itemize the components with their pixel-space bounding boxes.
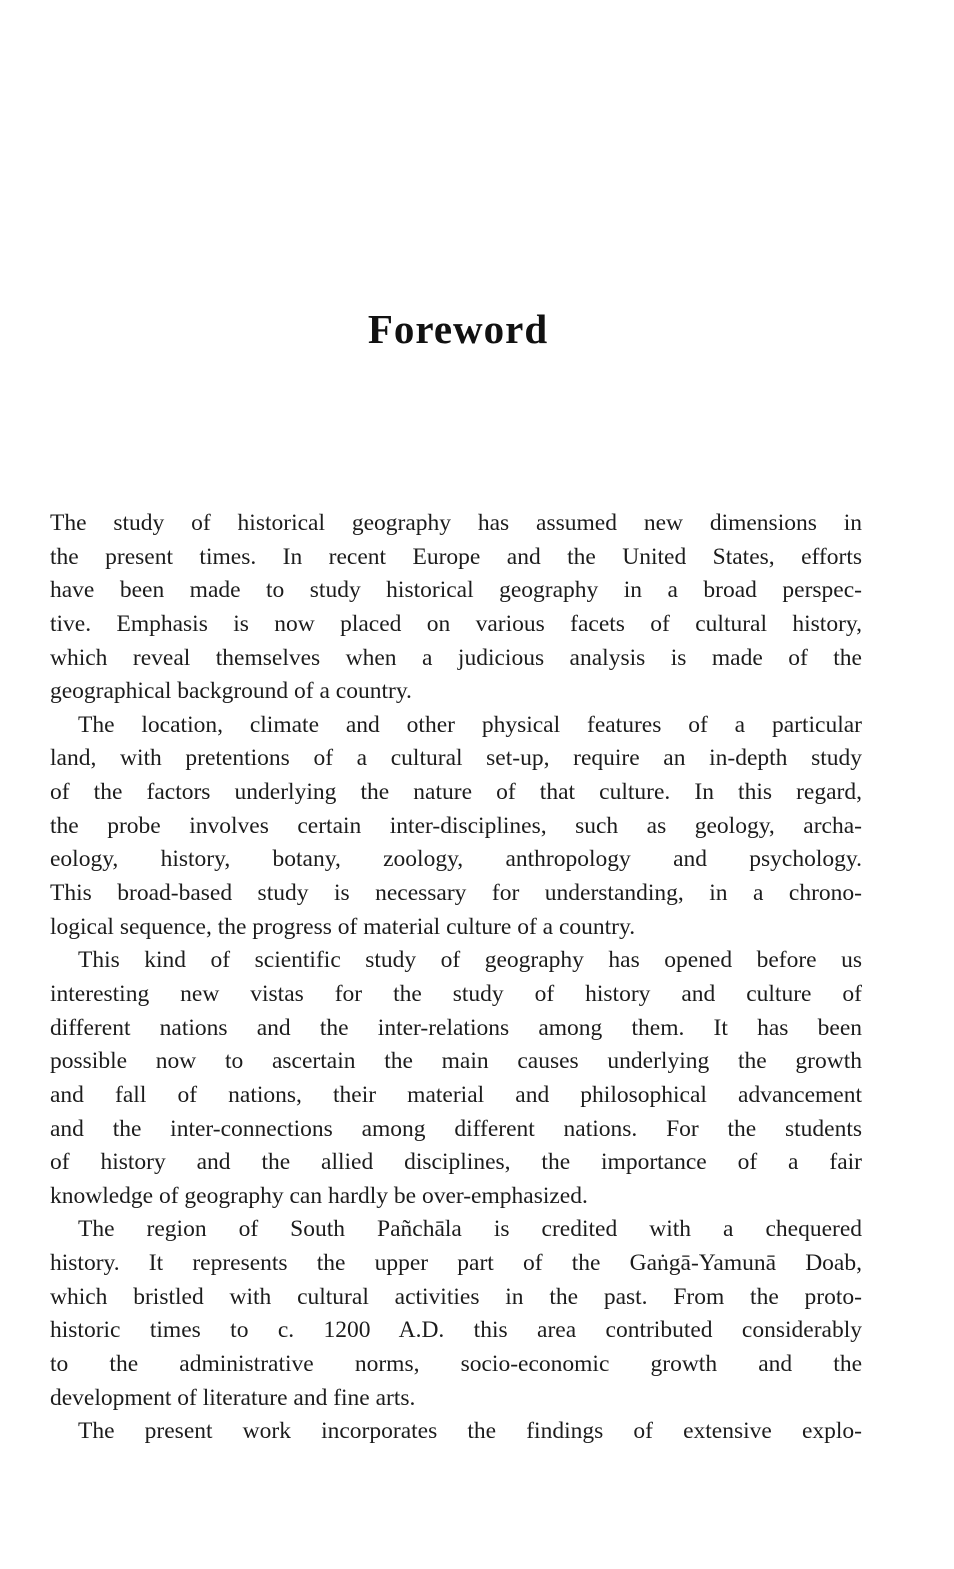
text-line: eology, history, botany, zoology, anthropology and psychology. — [50, 846, 862, 873]
paragraph-4 — [50, 1213, 862, 1415]
text-line: which bristled with cultural activities in the past. From the proto- — [50, 1283, 862, 1310]
text-line: to the administrative norms, socio-economic growth and the — [50, 1351, 862, 1378]
text-line: historic times to c. 1200 A.D. this area contributed considerably — [50, 1317, 862, 1344]
paragraph-5 — [50, 1415, 862, 1449]
text-line: have been made to study historical geography in a broad perspec- — [50, 577, 862, 604]
text-line: logical sequence, the progress of material culture of a country. — [50, 913, 636, 940]
page-title: Foreword — [367, 306, 549, 352]
text-line: development of literature and fine arts. — [50, 1384, 416, 1411]
text-line: The study of historical geography has assumed new dimensions in — [50, 510, 862, 536]
text-line: geographical background of a country. — [50, 678, 412, 705]
paragraph-1 — [50, 507, 862, 709]
text-line: The location, climate and other physical features of a particular — [78, 711, 862, 738]
text-line: the probe involves certain inter-disciplines, such as geology, archa- — [50, 812, 862, 839]
text-line: of the factors underlying the nature of that culture. In this regard, — [50, 779, 862, 806]
paragraph-2 — [50, 709, 862, 944]
text-line: and the inter-connections among different nations. For the students — [50, 1115, 862, 1142]
text-line: different nations and the inter-relations among them. It has been — [50, 1014, 862, 1041]
text-line: the present times. In recent Europe and the United States, efforts — [50, 543, 862, 570]
text-line: interesting new vistas for the study of history and culture of — [50, 980, 862, 1007]
text-line: This kind of scientific study of geography has opened before us — [78, 947, 862, 974]
text-line: tive. Emphasis is now placed on various facets of cultural history, — [50, 610, 862, 637]
text-line: The region of South Pañchāla is credited with a chequered — [78, 1216, 862, 1243]
text-line: This broad-based study is necessary for understanding, in a chrono- — [50, 880, 862, 907]
text-line: and fall of nations, their material and philosophical advancement — [50, 1081, 862, 1108]
paragraph-3 — [50, 944, 862, 1213]
text-line: The present work incorporates the findings of extensive explo- — [78, 1418, 862, 1445]
text-line: which reveal themselves when a judicious analysis is made of the — [50, 644, 862, 671]
text-line: of history and the allied disciplines, the importance of a fair — [50, 1149, 862, 1176]
foreword-body — [50, 507, 862, 1449]
text-line: possible now to ascertain the main causes underlying the growth — [50, 1048, 862, 1075]
text-line: knowledge of geography can hardly be over-emphasized. — [50, 1182, 588, 1209]
text-line: history. It represents the upper part of the Gaṅgā-Yamunā Doab, — [50, 1250, 862, 1277]
text-line: land, with pretentions of a cultural set-up, require an in-depth study — [50, 745, 862, 772]
